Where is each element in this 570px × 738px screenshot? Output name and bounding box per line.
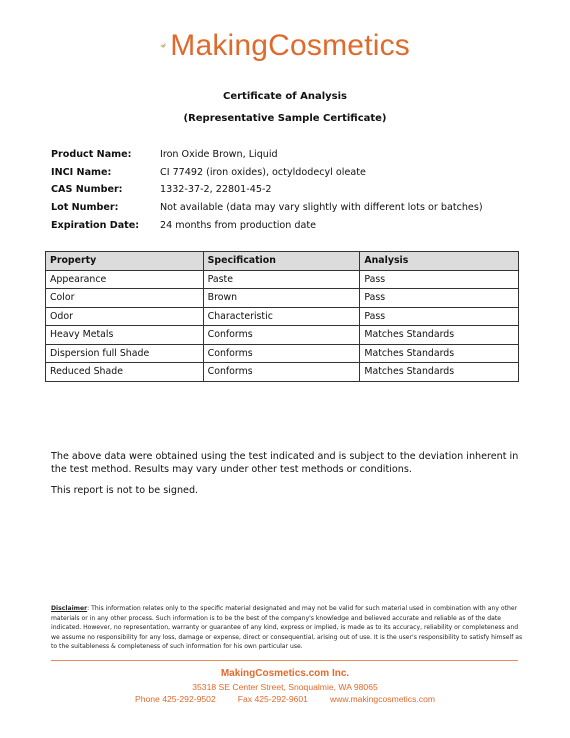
footer-website-link[interactable]: www.makingcosmetics.com xyxy=(329,694,436,704)
table-cell: Conforms xyxy=(203,344,360,363)
disclaimer xyxy=(51,604,523,652)
table-row xyxy=(46,363,519,382)
info-value: Iron Oxide Brown, Liquid xyxy=(160,149,278,161)
table-row xyxy=(46,326,519,345)
table-cell: Matches Standards xyxy=(360,363,519,382)
brand-name: MakingCosmetics xyxy=(170,29,410,62)
column-header-analysis: Analysis xyxy=(360,252,519,271)
disclaimer-label: Disclaimer xyxy=(51,605,88,612)
info-label: Product Name: xyxy=(51,149,132,161)
specification-table xyxy=(45,251,519,382)
document-subtitle: (Representative Sample Certificate) xyxy=(183,113,387,124)
mortar-pestle-icon xyxy=(160,29,166,63)
table-cell: Odor xyxy=(46,307,204,326)
table-row xyxy=(46,344,519,363)
info-value: 24 months from production date xyxy=(160,219,317,231)
table-row xyxy=(46,270,519,289)
table-cell: Pass xyxy=(360,270,519,289)
column-header-specification: Specification xyxy=(203,252,360,271)
footer-divider xyxy=(51,660,518,661)
info-value: CI 77492 (iron oxides), octyldodecyl oleate xyxy=(160,166,366,178)
column-header-property: Property xyxy=(46,252,204,271)
table-cell: Color xyxy=(46,289,204,308)
brand-logo xyxy=(160,26,410,66)
footer-phone: Phone 425-292-9502 xyxy=(134,694,216,704)
disclaimer-text: : This information relates only to the specific material designated and may not be valid for such material used in combination with any other materials or in any other process. Such information is to be the best of the company's knowledge and believed accurate and reliable as of the date indicated. However, no representation, warranty or guarantee of any kind, express or implied, is made as to its accuracy, reliability or completeness and we assume no responsibility for any loss, damage or expense, direct or consequential, arising out of use. It is the user's responsibility to satisfy himself as to the suitableness & completeness of such information for his own particular use. xyxy=(51,605,523,651)
table-cell: Appearance xyxy=(46,270,204,289)
info-row-expiration-date xyxy=(51,216,483,234)
info-label: Expiration Date: xyxy=(51,219,140,231)
info-row-product-name xyxy=(51,146,483,164)
signature-note: This report is not to be signed. xyxy=(51,485,199,496)
table-cell: Matches Standards xyxy=(360,344,519,363)
table-cell: Paste xyxy=(203,270,360,289)
footer-contact xyxy=(0,694,570,704)
info-label: INCI Name: xyxy=(51,166,112,178)
table-cell: Pass xyxy=(360,289,519,308)
table-cell: Pass xyxy=(360,307,519,326)
info-row-lot-number xyxy=(51,199,483,217)
table-cell: Characteristic xyxy=(203,307,360,326)
info-label: CAS Number: xyxy=(51,184,123,196)
footer-company: MakingCosmetics.com Inc. xyxy=(220,668,350,679)
table-cell: Dispersion full Shade xyxy=(46,344,204,363)
info-row-inci-name xyxy=(51,164,483,182)
table-cell: Conforms xyxy=(203,326,360,345)
info-row-cas-number xyxy=(51,181,483,199)
info-value: 1332-37-2, 22801-45-2 xyxy=(160,184,272,196)
table-cell: Heavy Metals xyxy=(46,326,204,345)
info-value: Not available (data may vary slightly with different lots or batches) xyxy=(160,202,483,214)
table-row xyxy=(46,289,519,308)
table-row xyxy=(46,307,519,326)
footer-address: 35318 SE Center Street, Snoqualmie, WA 98065 xyxy=(192,682,378,692)
test-method-note: The above data were obtained using the test indicated and is subject to the deviation inherent in the test method. Results may vary under other test methods or conditions. xyxy=(51,451,519,475)
document-title: Certificate of Analysis xyxy=(223,91,347,102)
table-header-row xyxy=(46,252,519,271)
table-cell: Matches Standards xyxy=(360,326,519,345)
table-cell: Reduced Shade xyxy=(46,363,204,382)
info-label: Lot Number: xyxy=(51,202,119,214)
table-cell: Brown xyxy=(203,289,360,308)
product-info xyxy=(51,146,483,234)
table-cell: Conforms xyxy=(203,363,360,382)
footer-fax: Fax 425-292-9601 xyxy=(237,694,308,704)
